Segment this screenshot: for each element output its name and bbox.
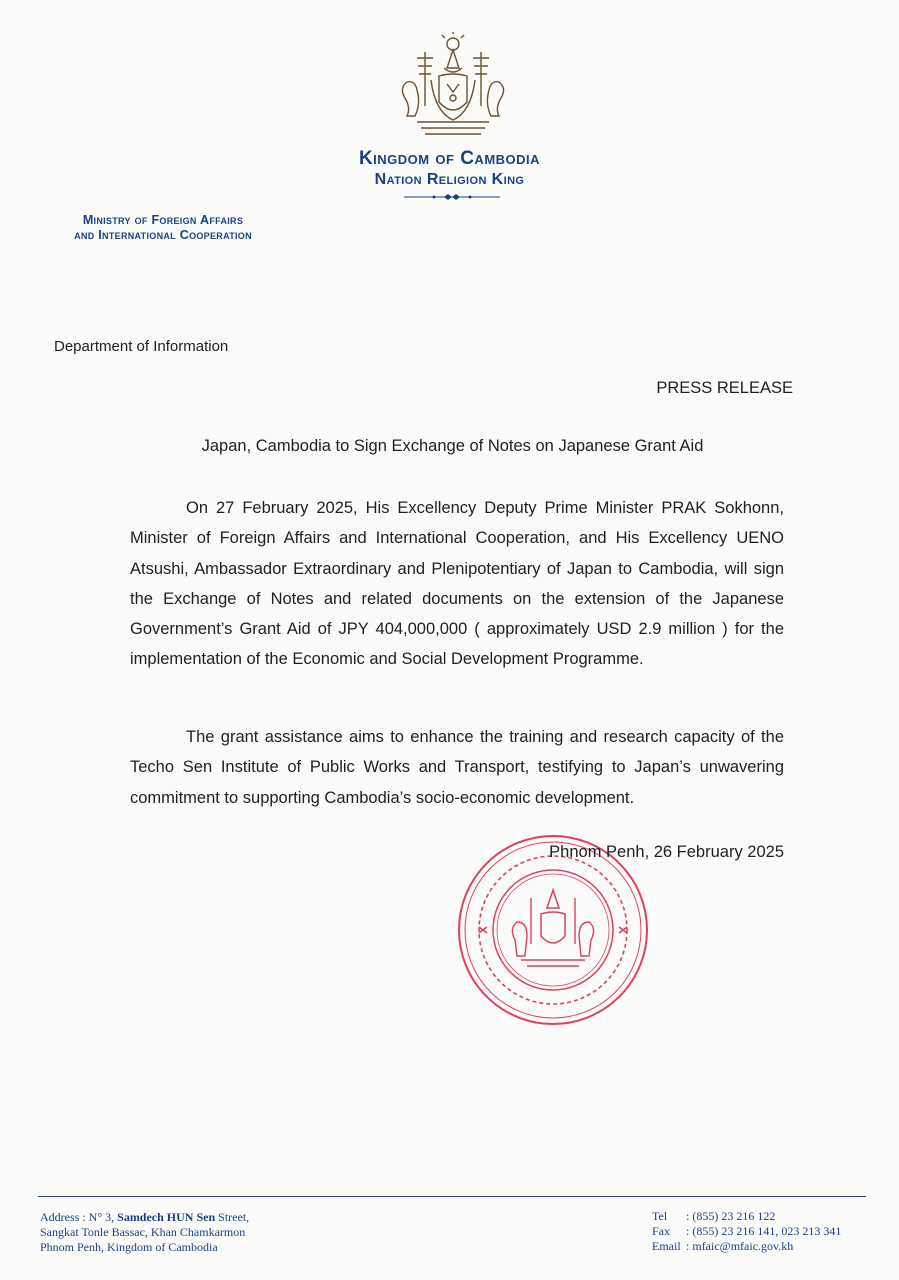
body-paragraph-2: The grant assistance aims to enhance the training and research capacity of the Techo Sen Institute of Public Works and Transport, testifying to Japan’s unwavering commitment to supporting Cambodia’s socio-economic development. — [130, 728, 784, 807]
fax-line — [652, 1224, 841, 1239]
national-motto: Nation Religion King — [374, 171, 525, 188]
email-line — [652, 1239, 841, 1254]
address-line-1 — [40, 1210, 249, 1225]
department-name: Department of Information — [54, 338, 229, 355]
ministry-name — [40, 213, 286, 243]
address-street-name: Samdech HUN Sen — [117, 1210, 216, 1224]
tel-line — [652, 1209, 841, 1224]
footer-contact — [652, 1209, 841, 1254]
address-line-2: Sangkat Tonle Bassac, Khan Chamkarmon — [40, 1225, 246, 1239]
tel-value: : (855) 23 216 122 — [686, 1209, 776, 1223]
email-label: Email — [652, 1239, 681, 1253]
country-name: Kingdom of Cambodia — [358, 148, 541, 169]
press-release-title: Japan, Cambodia to Sign Exchange of Notes on Japanese Grant Aid — [201, 437, 704, 455]
email-value[interactable]: : mfaic@mfaic.gov.kh — [686, 1239, 794, 1253]
dateline: Phnom Penh, 26 February 2025 — [549, 843, 784, 861]
footer-address — [40, 1210, 249, 1255]
ministry-line-1: Ministry of Foreign Affairs — [82, 213, 244, 227]
footer-divider — [38, 1196, 866, 1197]
tel-label: Tel — [652, 1209, 668, 1223]
body-paragraph-1: On 27 February 2025, His Excellency Deputy Prime Minister PRAK Sokhonn, Minister of Foreign Affairs and International Cooperation, and His Excellency UENO Atsushi, Ambassador Extraordinary and Plenipotentiary of Japan to Cambodia, will sign the Exchange of Notes and related documents on the extension of the Japanese Government’s Grant Aid of JPY 404,000,000 ( approximately USD 2.9 million ) for the implementation of the Economic and Social Development Programme. — [130, 499, 784, 669]
address-street-suffix: Street, — [215, 1210, 250, 1224]
fax-value: : (855) 23 216 141, 023 213 341 — [686, 1224, 842, 1238]
document-type: PRESS RELEASE — [656, 379, 793, 397]
ornamental-divider-icon — [404, 193, 500, 201]
address-line-3: Phnom Penh, Kingdom of Cambodia — [40, 1240, 218, 1254]
address-label: Address : N° 3, — [40, 1210, 118, 1224]
ministry-line-2: and International Cooperation — [74, 228, 252, 242]
fax-label: Fax — [652, 1224, 670, 1238]
royal-arms-crest-icon — [395, 32, 511, 138]
